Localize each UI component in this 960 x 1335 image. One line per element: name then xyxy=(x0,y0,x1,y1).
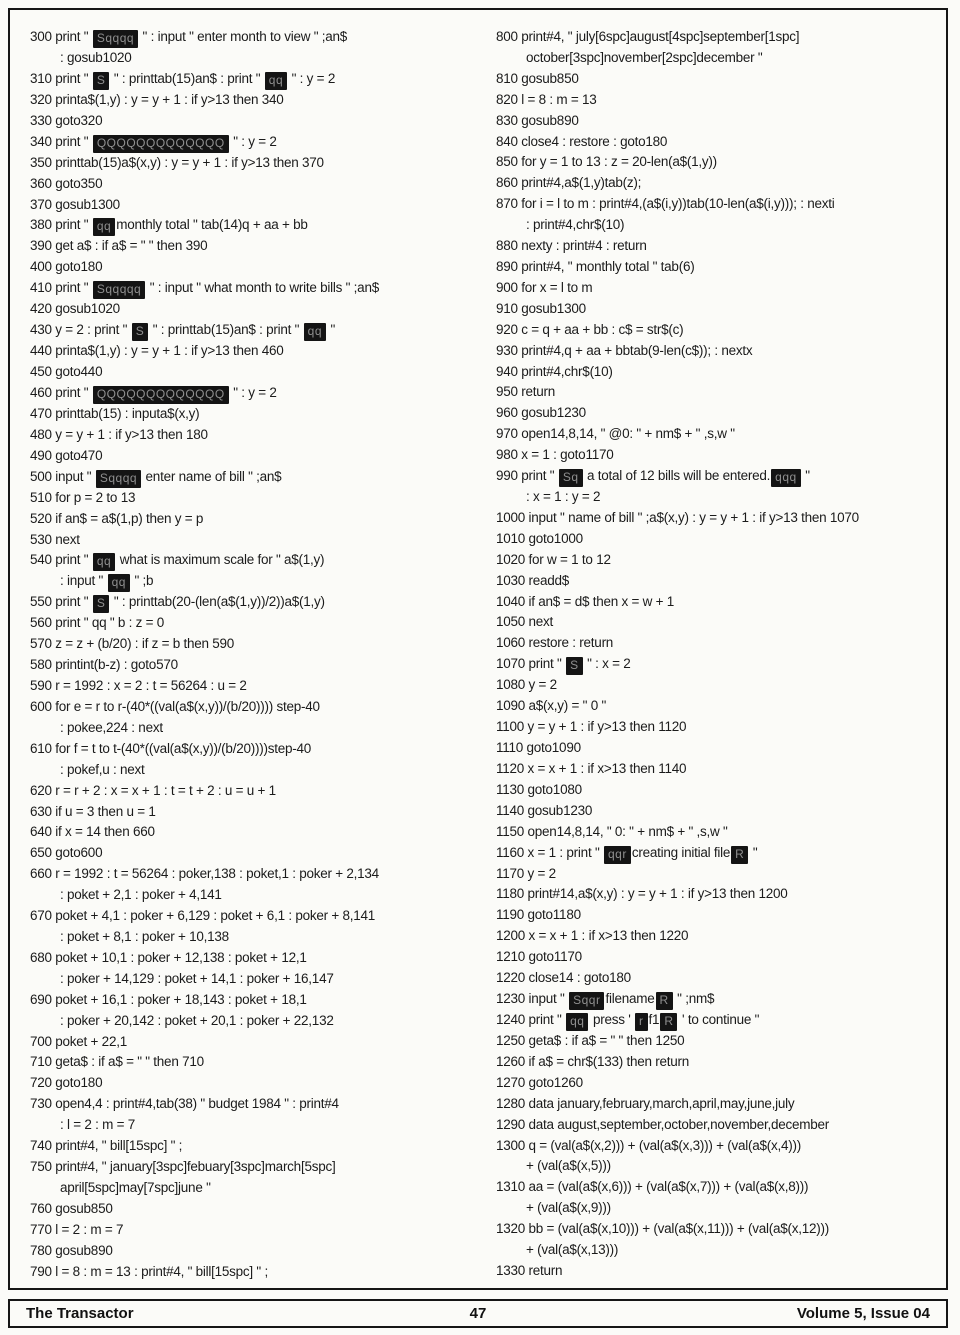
code-line: 400 goto180 xyxy=(30,259,103,275)
code-line: 970 open14,8,14, " @0: " + nm$ + " ,s,w " xyxy=(496,426,735,442)
code-line: 620 r = r + 2 : x = x + 1 : t = t + 2 : u = u + 1 xyxy=(30,782,276,798)
code-line: 1240 print " qq press ' r f1 R ' to continue " xyxy=(496,1010,946,1031)
code-line: : l = 2 : m = 7 xyxy=(60,1117,136,1133)
code-line: 410 print " Sqqqqq " : input " what month to write bills " ;an$ xyxy=(30,278,480,299)
reverse-video-chars: Sqqqq xyxy=(96,470,141,488)
code-line: 830 gosub890 xyxy=(496,112,579,128)
reverse-video-chars: qqq xyxy=(771,469,801,487)
code-line: 680 poket + 10,1 : poker + 12,138 : poket + 12,1 xyxy=(30,949,307,965)
code-line: 300 print " Sqqqq " : input " enter month to view " ;an$ xyxy=(30,27,480,48)
page-number: 47 xyxy=(469,1305,487,1322)
code-line: 1300 q = (val(a$(x,2))) + (val(a$(x,3))) + (val(a$(x,4))) xyxy=(496,1137,801,1153)
code-line: 660 r = 1992 : t = 56264 : poker,138 : poket,1 : poker + 2,134 xyxy=(30,866,379,882)
reverse-video-chars: R xyxy=(660,1013,677,1031)
code-line: 1220 close14 : goto180 xyxy=(496,970,631,986)
code-line: 690 poket + 16,1 : poker + 18,143 : poket + 18,1 xyxy=(30,991,307,1007)
code-line: 310 print " S " : printtab(15)an$ : print " qq " : y = 2 xyxy=(30,69,480,90)
code-line: : poker + 20,142 : poket + 20,1 : poker + 22,132 xyxy=(60,1012,334,1028)
code-line: 710 geta$ : if a$ = " " then 710 xyxy=(30,1054,204,1070)
code-line: 330 goto320 xyxy=(30,112,103,128)
code-line: 880 nexty : print#4 : return xyxy=(496,238,647,254)
code-line: 1330 return xyxy=(496,1262,563,1278)
code-line: 700 poket + 22,1 xyxy=(30,1033,127,1049)
code-line: 920 c = q + aa + bb : c$ = str$(c) xyxy=(496,321,684,337)
code-column-left xyxy=(30,27,480,1282)
reverse-video-chars: R xyxy=(731,846,748,864)
reverse-video-chars: qq xyxy=(93,218,115,236)
code-column-right xyxy=(496,27,946,1282)
code-line: 1000 input " name of bill " ;a$(x,y) : y = y + 1 : if y>13 then 1070 xyxy=(496,509,859,525)
code-line: 560 print " qq " b : z = 0 xyxy=(30,615,165,631)
reverse-video-chars: S xyxy=(93,72,110,90)
code-line: 470 printtab(15) : inputa$(x,y) xyxy=(30,405,200,421)
code-line: 1130 goto1080 xyxy=(496,781,582,797)
reverse-video-chars: qq xyxy=(108,574,130,592)
code-line: 1250 geta$ : if a$ = " " then 1250 xyxy=(496,1032,685,1048)
code-line: 1070 print " S " : x = 2 xyxy=(496,654,946,675)
code-line: 910 gosub1300 xyxy=(496,300,586,316)
reverse-video-chars: qq xyxy=(265,72,287,90)
magazine-title: The Transactor xyxy=(26,1305,134,1322)
code-line: 1200 x = x + 1 : if x>13 then 1220 xyxy=(496,928,689,944)
code-line: 900 for x = l to m xyxy=(496,279,593,295)
code-line: 1280 data january,february,march,april,may,june,july xyxy=(496,1095,795,1111)
code-line: : pokef,u : next xyxy=(60,761,145,777)
code-line: 820 l = 8 : m = 13 xyxy=(496,91,597,107)
code-line: 840 close4 : restore : goto180 xyxy=(496,133,668,149)
code-line: 550 print " S " : printtab(20-(len(a$(1,y))/2))a$(1,y) xyxy=(30,592,480,613)
reverse-video-chars: S xyxy=(566,657,583,675)
reverse-video-chars: S xyxy=(93,595,110,613)
code-line: 790 l = 8 : m = 13 : print#4, " bill[15spc] " ; xyxy=(30,1263,268,1279)
code-line: 850 for y = 1 to 13 : z = 20-len(a$(1,y)) xyxy=(496,154,717,170)
code-line: 1260 if a$ = chr$(133) then return xyxy=(496,1053,690,1069)
code-line: 780 gosub890 xyxy=(30,1242,113,1258)
code-line: 750 print#4, " january[3spc]febuary[3spc]march[5spc] xyxy=(30,1158,336,1174)
code-line: + (val(a$(x,9))) xyxy=(526,1200,611,1216)
code-line: 640 if x = 14 then 660 xyxy=(30,824,155,840)
code-line: : gosub1020 xyxy=(60,50,132,65)
code-line: 390 get a$ : if a$ = " " then 390 xyxy=(30,238,208,254)
code-line: 420 gosub1020 xyxy=(30,301,120,317)
code-line: 980 x = 1 : goto1170 xyxy=(496,447,614,463)
code-line: + (val(a$(x,5))) xyxy=(526,1158,611,1174)
code-line: 430 y = 2 : print " S " : printtab(15)an$ : print " qq " xyxy=(30,320,480,341)
code-line: 1290 data august,september,october,november,december xyxy=(496,1116,829,1132)
reverse-video-chars: Sqqqq xyxy=(93,30,138,48)
reverse-video-chars: S xyxy=(132,323,149,341)
code-line: 540 print " qq what is maximum scale for " a$(1,y) xyxy=(30,550,480,571)
code-line: 950 return xyxy=(496,384,556,400)
code-line: : input " qq " ;b xyxy=(30,571,480,592)
code-line: 520 if an$ = a$(1,p) then y = p xyxy=(30,510,204,526)
code-line: 1060 restore : return xyxy=(496,635,614,651)
code-line: : print#4,chr$(10) xyxy=(526,217,625,233)
code-line: 1170 y = 2 xyxy=(496,865,556,881)
code-line: 890 print#4, " monthly total " tab(6) xyxy=(496,258,695,274)
code-line: 960 gosub1230 xyxy=(496,405,586,421)
program-listing xyxy=(10,10,946,1282)
code-line: 500 input " Sqqqq enter name of bill " ;an$ xyxy=(30,467,480,488)
code-line: 1140 gosub1230 xyxy=(496,802,593,818)
reverse-video-chars: qq xyxy=(304,323,326,341)
code-line: 370 gosub1300 xyxy=(30,196,120,212)
code-line: 1110 goto1090 xyxy=(496,740,581,755)
code-line: 450 goto440 xyxy=(30,364,103,380)
code-line: 1150 open14,8,14, " 0: " + nm$ + " ,s,w " xyxy=(496,823,728,839)
code-line: 380 print " qq monthly total " tab(14)q + aa + bb xyxy=(30,215,480,236)
code-line: 1040 if an$ = d$ then x = w + 1 xyxy=(496,593,675,609)
reverse-video-chars: Sqqr xyxy=(569,992,604,1010)
code-line: 720 goto180 xyxy=(30,1075,103,1091)
code-line: 1310 aa = (val(a$(x,6))) + (val(a$(x,7))) + (val(a$(x,8))) xyxy=(496,1179,809,1195)
code-line: : poker + 14,129 : poket + 14,1 : poker + 16,147 xyxy=(60,970,334,986)
reverse-video-chars: QQQQQQQQQQQQQ xyxy=(93,386,229,404)
code-line: 1100 y = y + 1 : if y>13 then 1120 xyxy=(496,719,687,735)
reverse-video-chars: r xyxy=(635,1013,648,1031)
code-line: 570 z = z + (b/20) : if z = b then 590 xyxy=(30,636,235,652)
reverse-video-chars: Sqqqqq xyxy=(93,281,145,299)
code-line: 460 print " QQQQQQQQQQQQQ " : y = 2 xyxy=(30,383,480,404)
code-line: 1210 goto1170 xyxy=(496,949,582,965)
code-line: 590 r = 1992 : x = 2 : t = 56264 : u = 2 xyxy=(30,678,247,694)
code-line: 870 for i = l to m : print#4,(a$(i,y))tab(10-len(a$(i,y))); : nexti xyxy=(496,196,835,212)
code-line: 770 l = 2 : m = 7 xyxy=(30,1221,124,1237)
code-line: 800 print#4, " july[6spc]august[4spc]september[1spc] xyxy=(496,29,800,44)
code-line: : pokee,224 : next xyxy=(60,719,163,735)
code-line: 1120 x = x + 1 : if x>13 then 1140 xyxy=(496,760,687,776)
code-line: 730 open4,4 : print#4,tab(38) " budget 1984 " : print#4 xyxy=(30,1096,339,1112)
code-line: 760 gosub850 xyxy=(30,1200,113,1216)
code-line: 740 print#4, " bill[15spc] " ; xyxy=(30,1138,183,1154)
code-line: : poket + 2,1 : poker + 4,141 xyxy=(60,887,222,903)
page-footer xyxy=(8,1299,948,1328)
code-line: 350 printtab(15)a$(x,y) : y = y + 1 : if y>13 then 370 xyxy=(30,154,324,170)
code-line: 630 if u = 3 then u = 1 xyxy=(30,803,156,819)
code-line: 650 goto600 xyxy=(30,845,103,861)
code-line: october[3spc]november[2spc]december " xyxy=(526,49,763,65)
code-line: 1270 goto1260 xyxy=(496,1074,583,1090)
code-line: 610 for f = t to t-(40*((val(a$(x,y))/(b/20))))step-40 xyxy=(30,740,311,756)
code-line: 360 goto350 xyxy=(30,175,103,191)
code-line: 810 gosub850 xyxy=(496,70,579,86)
code-line: 490 goto470 xyxy=(30,447,103,463)
code-line: 340 print " QQQQQQQQQQQQQ " : y = 2 xyxy=(30,132,480,153)
code-line: 1020 for w = 1 to 12 xyxy=(496,551,611,567)
reverse-video-chars: Sq xyxy=(559,469,583,487)
reverse-video-chars: qqr xyxy=(604,846,631,864)
code-line: + (val(a$(x,13))) xyxy=(526,1242,619,1258)
code-line: 580 printint(b-z) : goto570 xyxy=(30,657,178,673)
reverse-video-chars: qq xyxy=(566,1013,588,1031)
code-line: 670 poket + 4,1 : poker + 6,129 : poket + 6,1 : poker + 8,141 xyxy=(30,908,376,924)
code-line: 480 y = y + 1 : if y>13 then 180 xyxy=(30,426,208,442)
code-line: 940 print#4,chr$(10) xyxy=(496,363,613,379)
code-line: 1190 goto1180 xyxy=(496,907,581,923)
code-line: 530 next xyxy=(30,531,80,547)
code-line: 1320 bb = (val(a$(x,10))) + (val(a$(x,11))) + (val(a$(x,12))) xyxy=(496,1221,829,1237)
code-line: 1080 y = 2 xyxy=(496,677,557,693)
code-line: 320 printa$(1,y) : y = y + 1 : if y>13 then 340 xyxy=(30,91,284,107)
code-line: 1230 input " Sqqr filename R " ;nm$ xyxy=(496,989,946,1010)
listing-border-box xyxy=(8,8,948,1290)
code-line: 930 print#4,q + aa + bbtab(9-len(c$)); : nextx xyxy=(496,342,753,358)
reverse-video-chars: QQQQQQQQQQQQQ xyxy=(93,135,229,153)
code-line: 1180 print#14,a$(x,y) : y = y + 1 : if y>13 then 1200 xyxy=(496,886,788,902)
code-line: 510 for p = 2 to 13 xyxy=(30,489,136,505)
code-line: 1050 next xyxy=(496,614,554,630)
code-line: 990 print " Sq a total of 12 bills will be entered. qqq " xyxy=(496,466,946,487)
code-line: 440 printa$(1,y) : y = y + 1 : if y>13 then 460 xyxy=(30,343,284,359)
code-line: : poket + 8,1 : poker + 10,138 xyxy=(60,929,229,944)
code-line: 1160 x = 1 : print " qqr creating initial file R " xyxy=(496,843,946,864)
code-line: april[5spc]may[7spc]june " xyxy=(60,1179,211,1195)
reverse-video-chars: R xyxy=(656,992,673,1010)
code-line: : x = 1 : y = 2 xyxy=(526,489,601,505)
code-line: 1010 goto1000 xyxy=(496,530,583,546)
code-line: 1090 a$(x,y) = " 0 " xyxy=(496,698,607,714)
reverse-video-chars: qq xyxy=(93,553,115,571)
code-line: 860 print#4,a$(1,y)tab(z); xyxy=(496,175,642,191)
issue-label: Volume 5, Issue 04 xyxy=(796,1305,930,1322)
code-line: 1030 readd$ xyxy=(496,572,570,588)
code-line: 600 for e = r to r-(40*((val(a$(x,y))/(b/20)))) step-40 xyxy=(30,699,320,715)
